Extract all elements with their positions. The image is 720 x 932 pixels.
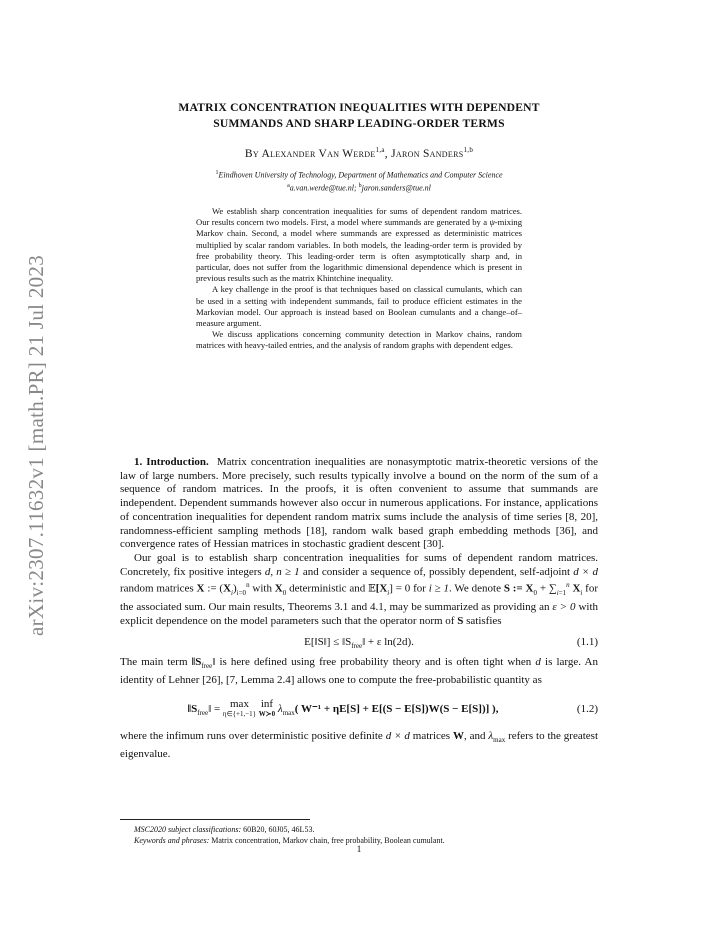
p2-S: S xyxy=(503,582,510,595)
p2-b: and consider a sequence of, possibly dependent, self-adjoint xyxy=(299,565,574,578)
p4-lambda: λ xyxy=(488,729,494,742)
p2-i: with explicit dependence on the model parameters such that the operator norm of xyxy=(120,600,598,627)
p2-n: n xyxy=(246,581,250,590)
p2-h: for the associated sum. Our main results, Theorems 3.1 and 4.1, may be summarized as providing an xyxy=(120,582,599,613)
title-line-1: MATRIX CONCENTRATION INEQUALITIES WITH DEPENDENT xyxy=(178,101,540,114)
eq1-sub: free xyxy=(351,642,363,651)
author-1-sup: 1,a xyxy=(375,146,385,154)
msc-label: MSC2020 subject classifications: xyxy=(134,825,242,834)
max-under: η∈{+1,−1} xyxy=(222,710,257,719)
abstract-p1-part-b: -mixing Markov chain. Second, a model where summands are expressed as deterministic matrices multiplied by scalar random variables. In both models, the leading-order term is provided by free probability theory. This leading-order term is often asymptotically sharp and, in particular, does not suffer from the logarithmic dimensional dependence which is present in previous results such as the matrix Khintchine inequality. xyxy=(196,217,522,284)
introduction-section xyxy=(120,456,598,761)
p4-lambda-sub: max xyxy=(493,736,506,745)
section-heading: 1. Introduction. xyxy=(134,456,209,468)
abstract-paragraph-1 xyxy=(196,206,522,284)
p2-X0: X xyxy=(274,582,283,595)
equation-1-1-content xyxy=(304,636,414,651)
p2-j: satisfies xyxy=(463,614,502,627)
abstract xyxy=(196,206,522,352)
p4-dxd: d × d xyxy=(385,729,410,742)
p2-c: random matrices xyxy=(120,582,197,595)
p3-c: is large. An identity of Lehner [26], [7, Lemma 2.4] allows one to compute the free-probabilistic quantity as xyxy=(120,656,598,687)
max-operator xyxy=(223,699,256,719)
eq2-lhs: ‖S xyxy=(187,702,198,715)
inf-under: W≻0 xyxy=(258,710,276,719)
equation-1-1-number: (1.1) xyxy=(576,636,598,649)
title-line-2: SUMMANDS AND SHARP LEADING-ORDER TERMS xyxy=(213,117,505,130)
eq1-rest: ‖ + ε ln(2d). xyxy=(362,636,414,649)
p3-sfree: ‖S xyxy=(191,656,202,669)
max-label: max xyxy=(230,698,249,711)
intro-paragraph-2: Our goal is to establish sharp concentration inequalities for sums of dependent random matrices. Concretely, fix positive integers d, n ≥ 1 and consider a sequence of, possibly dependent, self-adjoint d × d random matrices X := $(X_i)_{i=0}^n$ with $X_0$ deterministic and $𝔼[X_i] = 0$ for i ≥ 1. We denote S := $X_0 + \sum_{i=1}^n$ $X_i$ for the associated sum. Our main results, Theorems 3.1 and 4.1, may be summarized as providing an ε > 0 with explicit dependence on the model parameters such that the operator norm of S satisfies xyxy=(120,551,599,627)
inf-operator xyxy=(259,699,275,719)
p4-c: , and xyxy=(463,729,489,742)
intro-paragraph-3 xyxy=(120,656,598,688)
intro-paragraph-4 xyxy=(120,730,598,762)
equation-1-1 xyxy=(120,631,598,653)
eq2-rhs: ( W⁻¹ + ηE[S] + E[(S − E[S])W(S − E[S])] ), xyxy=(294,702,499,715)
equation-1-2-number: (1.2) xyxy=(576,702,598,715)
lambda-symbol: λ xyxy=(277,702,283,715)
abstract-paragraph-2: A key challenge in the proof is that techniques based on classical cumulants, which can be used in a setting with independent summands, fail to produce efficient estimates in the Markovian model. Our approach is instead based on Boolean cumulants and a change–of–measure argument. xyxy=(196,284,522,329)
author-line xyxy=(120,146,598,160)
keywords-value: Matrix concentration, Markov chain, free probability, Boolean cumulant. xyxy=(209,836,445,845)
inf-label: inf xyxy=(260,698,274,711)
p2-sum3: X xyxy=(569,582,581,595)
p4-W: W xyxy=(452,729,464,742)
p3-close: ‖ xyxy=(212,656,216,669)
p4-a: where the infimum runs over deterministic positive definite xyxy=(120,729,386,742)
footnotes xyxy=(120,824,598,846)
p2-f: ] = 0 for xyxy=(389,582,429,595)
email-b-sup: b xyxy=(358,182,362,189)
p2-i1: i ≥ 1 xyxy=(428,582,450,595)
lambda-sub: max xyxy=(282,709,295,718)
email-line xyxy=(140,181,578,194)
abstract-p1-part-a: We establish sharp concentration inequalities for sums of dependent random matrices. Our results concern two models. First, a model where summands are generated by a xyxy=(196,206,522,228)
intro-p1-text: Matrix concentration inequalities are nonasymptotic matrix-theoretic versions of the law of large numbers. More precisely, such results typically involve a bound on the norm of the sum of a sequence of random matrices. In the proofs, it is often convenient to assume that summands are independent. Dependent summands however also occur in numerous applications. For instance, applications of concentration inequalities for dependent random matrix sums include the analysis of time series [8, 20], randomness-efficient sampling methods [18], random walk based graph embedding methods [36], and convergence rates of Hessian matrices in stochastic gradient descent [30]. xyxy=(120,456,599,551)
footnote-rule xyxy=(120,819,310,820)
msc-value: 60B20, 60J05, 46L53. xyxy=(241,825,315,834)
p2-X: X xyxy=(196,582,205,595)
p3-d: d xyxy=(535,656,541,669)
p2-Xi: X xyxy=(223,582,232,595)
email-a: a.van.werde@tue.nl xyxy=(289,183,354,193)
p2-S2: S xyxy=(457,614,464,627)
p2-dn: d, n ≥ 1 xyxy=(264,565,300,578)
p2-g: . We denote xyxy=(449,582,504,595)
author-2: Jaron Sanders xyxy=(391,147,464,160)
email-separator: ; xyxy=(353,183,359,193)
p2-sum: := X xyxy=(509,582,534,595)
p4-d: refers to the greatest eigenvalue. xyxy=(120,729,599,760)
p2-e: deterministic and xyxy=(286,582,369,595)
paper-title xyxy=(120,100,598,132)
msc-footnote xyxy=(120,824,598,835)
p2-d: with xyxy=(249,582,275,595)
keywords-label: Keywords and phrases: xyxy=(134,836,210,845)
psi-symbol: ψ xyxy=(489,217,495,228)
author-1: Alexander Van Werde xyxy=(261,147,376,160)
page-number: 1 xyxy=(356,845,362,855)
arxiv-identifier-watermark xyxy=(22,245,52,645)
affiliation-line xyxy=(140,168,578,181)
equation-1-2-content xyxy=(188,691,499,731)
p3-b: is here defined using free probability theory and is often tight when xyxy=(215,656,536,669)
author-2-sup: 1,b xyxy=(463,146,474,154)
email-b: jaron.sanders@tue.nl xyxy=(361,183,431,193)
by-label: By xyxy=(244,147,262,160)
intro-paragraph-1 xyxy=(120,456,598,552)
eq2-eq: ‖ = xyxy=(208,702,223,715)
p2-dxd: d × d xyxy=(573,565,598,578)
p2-sum2: + ∑ xyxy=(536,582,557,595)
p2-range: i=0 xyxy=(236,589,247,598)
equation-1-2 xyxy=(120,691,598,727)
abstract-paragraph-3: We discuss applications concerning community detection in Markov chains, random matrices with heavy-tailed entries, and the analysis of random graphs with dependent edges. xyxy=(196,329,522,351)
author-separator: , xyxy=(384,147,392,160)
p2-def: := ( xyxy=(204,582,224,595)
eq2-sub: free xyxy=(197,709,209,718)
p4-b: matrices xyxy=(409,729,453,742)
p3-sub: free xyxy=(201,662,213,671)
affiliation-sup: 1 xyxy=(215,170,219,176)
p2-eps: ε > 0 xyxy=(552,600,576,613)
eq1-lhs: E[‖S‖] ≤ ‖S xyxy=(304,636,352,649)
affiliation-block xyxy=(140,168,578,193)
email-a-sup: a xyxy=(287,182,290,189)
p2-EXi: [X xyxy=(375,582,388,595)
affiliation-text: Eindhoven University of Technology, Department of Mathematics and Computer Science xyxy=(218,170,503,180)
p2-a: Our goal is to establish sharp concentration inequalities for sums of dependent random matrices. Concretely, fix positive integers xyxy=(120,551,598,578)
arxiv-id-text: arXiv:2307.11632v1 [math.PR] 21 Jul 2023 xyxy=(24,254,49,636)
p3-a: The main term xyxy=(120,656,192,669)
